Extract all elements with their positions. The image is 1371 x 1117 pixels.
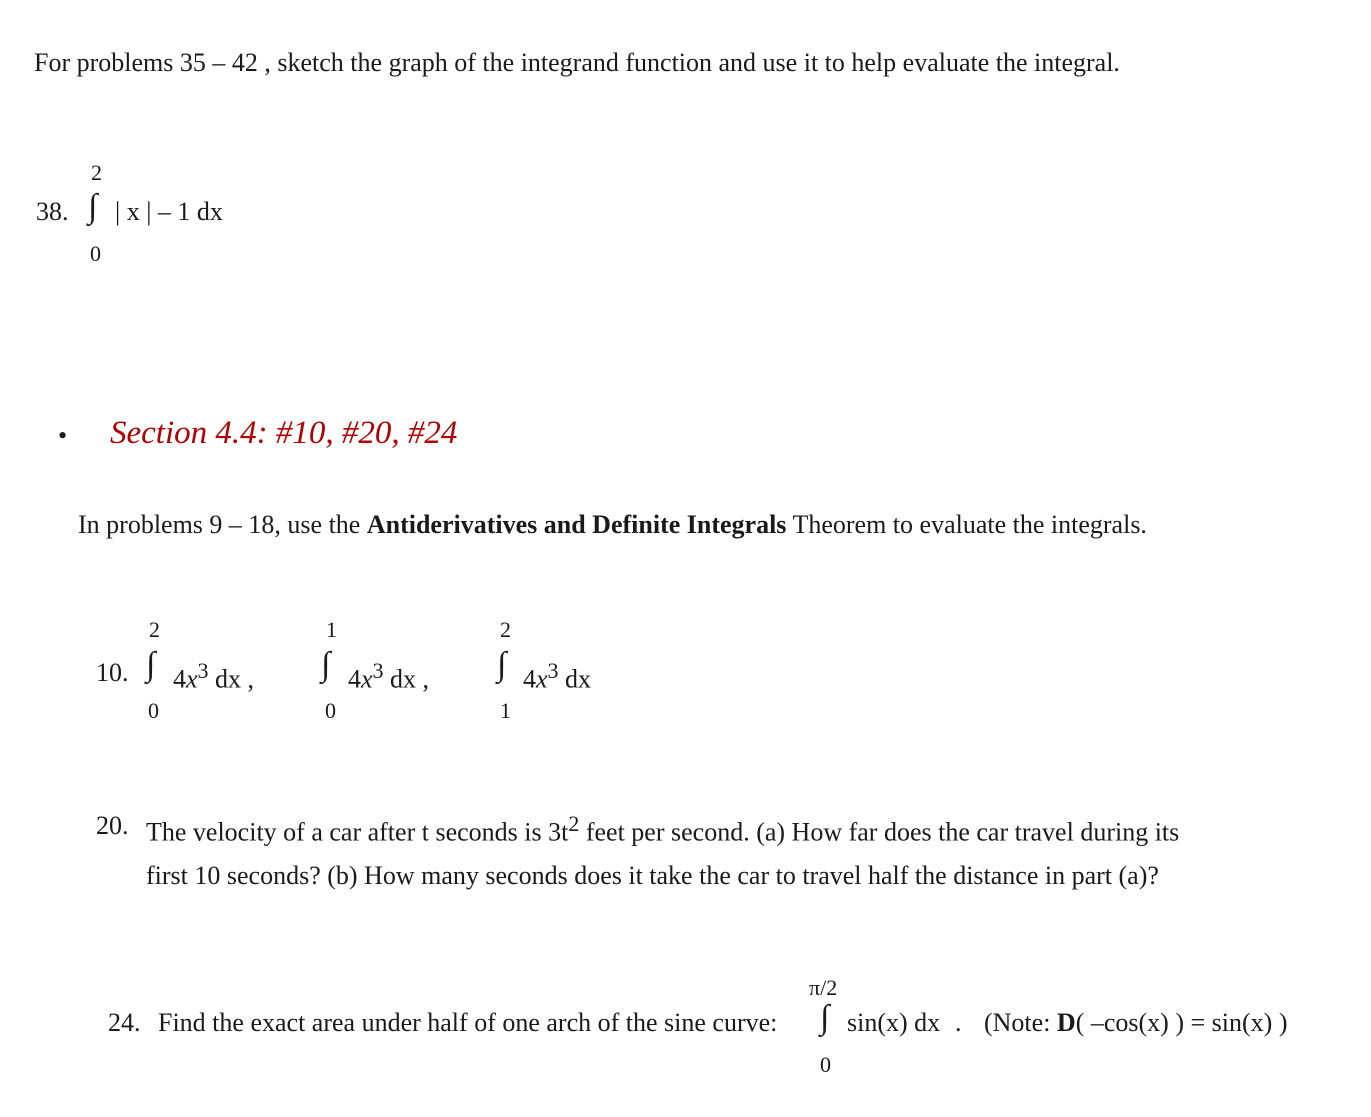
problem-number: 20. (96, 811, 129, 840)
separator: , (422, 664, 430, 694)
integrand (348, 658, 429, 695)
exponent: 3 (372, 658, 384, 683)
derivative-operator: D (1056, 1008, 1076, 1037)
problem-text: Find the exact area under half of one arch of the sine curve: (158, 1008, 778, 1037)
problem-number: 38. (36, 197, 69, 226)
instructions-before: In problems 9 – 18, use the (78, 510, 367, 539)
velocity-text: The velocity of a car after t seconds is 3t (146, 817, 569, 847)
problem-number: 24. (108, 1008, 141, 1037)
integral-sign: ∫ (497, 646, 507, 683)
integrand (523, 658, 591, 695)
coefficient: 4 (523, 664, 536, 694)
intro-text: For problems 35 – 42 , sketch the graph of the integrand function and use it to help evaluate the integral. (34, 48, 1120, 77)
problem-number: 10. (96, 658, 129, 687)
integrand (115, 197, 223, 227)
coefficient: 4 (173, 664, 186, 694)
integrand: sin(x) dx (847, 1008, 941, 1037)
dx-label: dx (390, 664, 417, 694)
note-open: (Note: (984, 1008, 1057, 1037)
instructions (78, 510, 1147, 540)
instructions-after: Theorem to evaluate the integrals. (786, 510, 1147, 539)
coefficient: 4 (348, 664, 361, 694)
note (984, 1008, 1287, 1038)
lower-limit: 1 (500, 698, 511, 723)
dx-label: dx (565, 664, 592, 694)
period: . (955, 1008, 962, 1037)
integral-sign: ∫ (146, 646, 156, 683)
upper-limit: 2 (91, 160, 102, 185)
integrand (173, 658, 254, 695)
exponent: 2 (568, 811, 580, 836)
exponent: 3 (197, 658, 209, 683)
lower-limit: 0 (820, 1052, 831, 1077)
integral-sign: ∫ (321, 646, 331, 683)
integral-sign: ∫ (88, 188, 98, 225)
exponent: 3 (547, 658, 559, 683)
upper-limit: 1 (326, 617, 337, 642)
variable: x (186, 664, 198, 694)
note-rest: ( –cos(x) ) = sin(x) ) (1075, 1008, 1288, 1037)
upper-limit: 2 (500, 617, 511, 642)
integrand-expression: | x | – 1 (115, 197, 191, 226)
dx-label: dx (196, 197, 223, 226)
integral-sign: ∫ (820, 999, 830, 1036)
lower-limit: 0 (90, 241, 101, 266)
upper-limit: 2 (149, 617, 160, 642)
variable: x (536, 664, 548, 694)
problem-text-line-2: first 10 seconds? (b) How many seconds does it take the car to travel half the distance in part (a)? (146, 861, 1159, 890)
theorem-name: Antiderivatives and Definite Integrals (366, 510, 787, 539)
upper-limit: π/2 (809, 975, 838, 1000)
variable: x (361, 664, 373, 694)
lower-limit: 0 (325, 698, 336, 723)
dx-label: dx (215, 664, 242, 694)
velocity-text-continued: feet per second. (a) How far does the car travel during its (585, 817, 1180, 847)
separator: , (247, 664, 255, 694)
section-title: Section 4.4: #10, #20, #24 (110, 415, 458, 451)
problem-text-line-1 (146, 811, 1179, 848)
section-bullet: • (58, 421, 68, 450)
lower-limit: 0 (148, 698, 159, 723)
